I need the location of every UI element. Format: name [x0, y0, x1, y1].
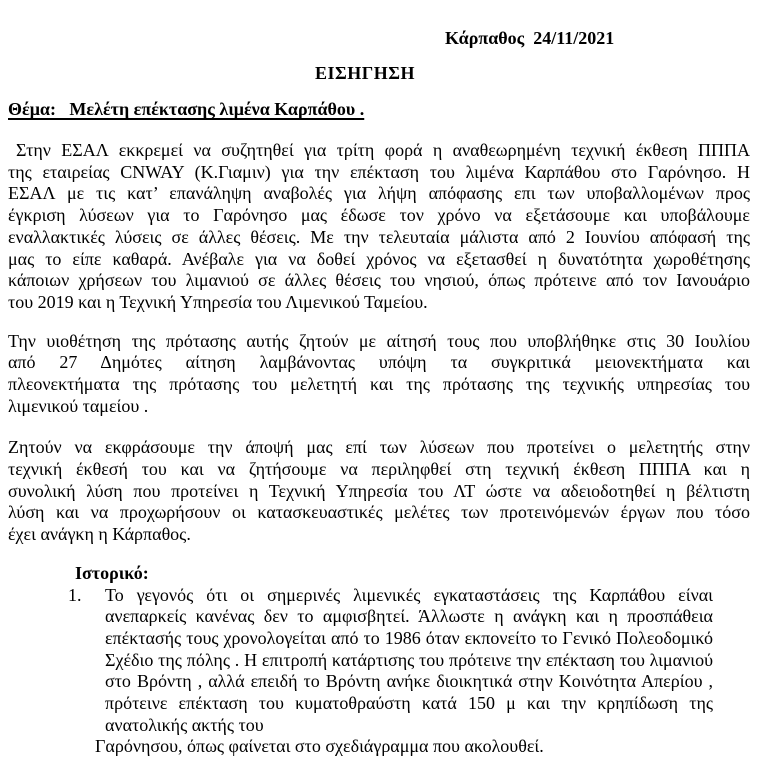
- paragraph-1: [8, 140, 750, 314]
- paragraph-line: μας το είπε καθαρά. Ανέβαλε για να δοθεί χρόνος να εξετασθεί η δυνατότητα χωροθέτησης: [8, 248, 750, 269]
- paragraph-3: [8, 437, 750, 545]
- paragraph-line: λιμενικού ταμείου .: [8, 395, 149, 416]
- paragraph-line: εναλλακτικές λύσεις σε άλλες θέσεις. Με την τελευταία μάλιστα από 2 Ιουνίου απόφασή της: [8, 226, 750, 247]
- paragraph-line: έγκριση λύσεων για το Γαρόνησο μας έδωσε τον χρόνο να εξετάσουμε και υποβάλουμε: [8, 205, 750, 226]
- paragraph-line: Την υιοθέτηση της πρότασης αυτής ζητούν με αίτησή τους που υποβλήθηκε στις 30 Ιουλίου: [8, 330, 750, 351]
- list-line: ανατολικής ακτής του: [105, 714, 264, 735]
- history-heading: Ιστορικό:: [75, 562, 149, 583]
- paragraph-2: [8, 331, 750, 418]
- paragraph-line: Στην ΕΣΑΛ εκκρεμεί να συζητηθεί για τρίτη φορά η αναθεωρημένη τεχνική έκθεση ΠΠΠΑ: [16, 140, 750, 161]
- paragraph-line: συνολική λύση που προτείνει η Τεχνική Υπηρεσία του ΛΤ ώστε να αδειοδοτηθεί η βέλτιστη: [8, 480, 750, 501]
- paragraph-line: από 27 Δημότες αίτηση λαμβάνοντας υπόψη τα συγκριτικά μειονεκτήματα και: [8, 352, 750, 373]
- list-item-number: 1.: [68, 584, 82, 605]
- paragraph-line: ΕΣΑΛ με τις κατ’ επανάληψη αναβολές για λήψη απόφασης επι των υποβαλλομένων προς: [8, 183, 750, 204]
- date-line: Κάρπαθος 24/11/2021: [445, 28, 615, 48]
- paragraph-line: πλεονεκτήματα της πρότασης του μελετητή και της πρότασης της τεχνικής υπηρεσίας του: [8, 373, 750, 394]
- list-line: επέκτασής τους χρονολογείται από το 1986 όταν εκπονείτο το Γενικό Πολεοδομικό: [105, 627, 713, 648]
- paragraph-line: της εταιρείας CNWAY (Κ.Γιαμιν) για την επέκταση του λιμένα Καρπάθου στο Γαρόνησο. Η: [8, 161, 750, 182]
- paragraph-line: έχει ανάγκη η Κάρπαθος.: [8, 524, 191, 545]
- list-line: ανεπαρκείς κανένας δεν το αμφισβητεί. Άλλωστε η ανάγκη και η προσπάθεια: [105, 606, 713, 627]
- paragraph-line: λύση και να προχωρήσουν οι κατασκευαστικές μελέτες των προτεινόμενών έργων που τόσο: [8, 502, 750, 523]
- list-item-body: [95, 584, 713, 759]
- closing-line: Γαρόνησου, όπως φαίνεται στο σχεδιάγραμμα που ακολουθεί.: [95, 736, 544, 757]
- paragraph-line: του 2019 και η Τεχνική Υπηρεσία του Λιμενικού Ταμείου.: [8, 291, 428, 312]
- list-line: πρότεινε επέκταση του κυματοθραύστη κατά 150 μ και την κρηπίδωση της: [105, 692, 713, 713]
- paragraph-line: τεχνική έκθεσή του και να ζητήσουμε να περιληφθεί στη τεχνική έκθεση ΠΠΠΑ και η: [8, 459, 750, 480]
- list-line: Σχέδιο της πόλης . Η επιτροπή κατάρτισης του πρότεινε την επέκταση του λιμανιού: [105, 649, 713, 670]
- subject-line: Θέμα: Μελέτη επέκτασης λιμένα Καρπάθου .: [8, 99, 365, 120]
- list-item-1: [68, 585, 713, 759]
- report-title: ΕΙΣΗΓΗΣΗ: [314, 62, 415, 83]
- paragraph-line: Ζητούν να εκφράσουμε την άποψή μας επί των λύσεων που προτείνει ο μελετητής στην: [8, 437, 750, 458]
- list-line: Το γεγονός ότι οι σημερινές λιμενικές εγκαταστάσεις της Καρπάθου είναι: [105, 584, 713, 605]
- paragraph-line: κάποιων χρήσεων του λιμανιού σε άλλες θέσεις του νησιού, όπως πρότεινε από τον Ιανουάριο: [8, 270, 750, 291]
- list-line: στο Βρόντη , αλλά επειδή το Βρόντη ανήκε διοικητικά στην Κοινότητα Απερίου ,: [105, 671, 713, 692]
